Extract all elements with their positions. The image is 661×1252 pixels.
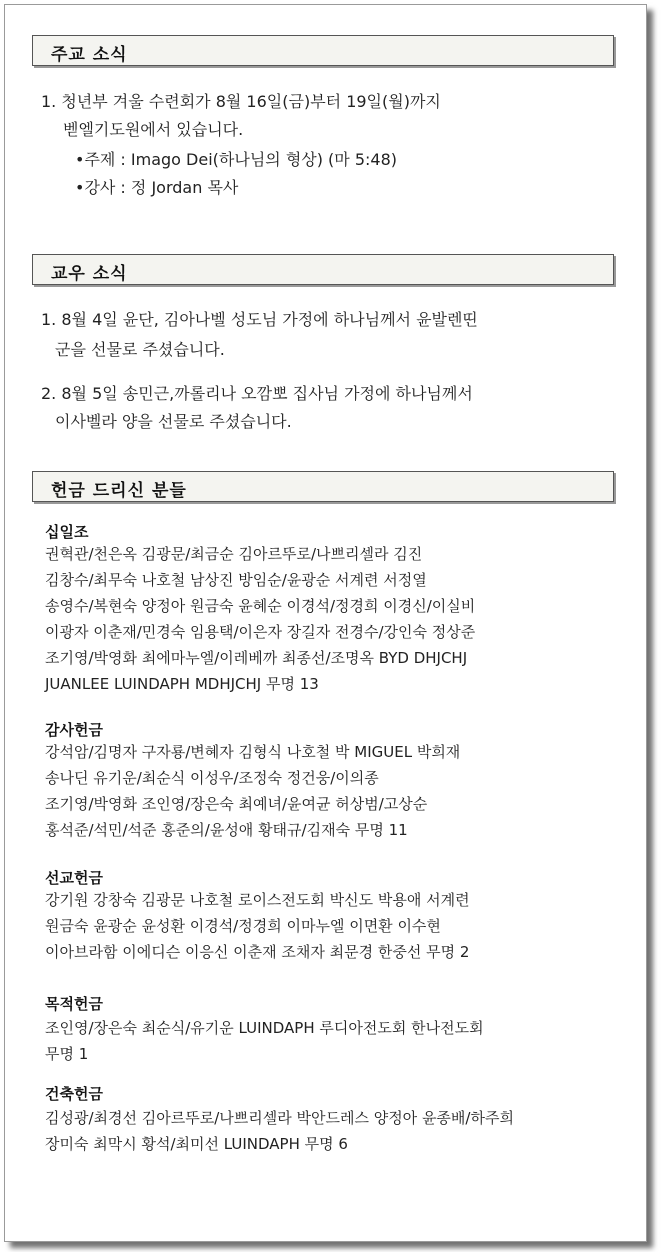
bulletin-page [4, 4, 647, 1242]
section-title: 헌금 드리신 분들 [51, 481, 187, 501]
offering-group-label: 감사헌금 [45, 721, 103, 739]
offering-group-label: 십일조 [45, 523, 89, 541]
offering-group-label: 건축헌금 [45, 1085, 103, 1103]
member-news-line: 군을 선물로 주셨습니다. [55, 340, 225, 359]
offering-names-line: 조인영/장은숙 최순식/유기운 LUINDAPH 루디아전도회 한나전도회 [45, 1019, 484, 1037]
offering-names-line: 송영수/복현숙 양정아 원금숙 윤혜순 이경석/정경희 이경신/이실비 [45, 597, 476, 615]
offering-names-line: 무명 1 [45, 1045, 89, 1063]
offering-names-line: 조기영/박영화 조인영/장은숙 최예녀/윤여균 허상범/고상순 [45, 795, 428, 813]
member-news-line: 1. 8월 4일 윤단, 김아나벨 성도님 가정에 하나님께서 윤발렌띤 [41, 310, 478, 329]
church-news-theme: •주제 : Imago Dei(하나님의 형상) (마 5:48) [75, 150, 398, 169]
church-news-line: 벧엘기도원에서 있습니다. [63, 120, 244, 139]
offering-names-line: JUANLEE LUINDAPH MDHJCHJ 무명 13 [45, 675, 319, 693]
offering-names-line: 이아브라함 이에디슨 이응신 이춘재 조채자 최문경 한중선 무명 2 [45, 943, 470, 961]
offering-group-label: 목적헌금 [45, 995, 103, 1013]
church-news-line: 1. 청년부 겨울 수련회가 8월 16일(금)부터 19일(월)까지 [41, 92, 441, 111]
offering-names-line: 홍석준/석민/석준 홍준의/윤성애 황태규/김재숙 무명 11 [45, 821, 408, 839]
offering-names-line: 강석암/김명자 구자룡/변혜자 김형식 나호철 박 MIGUEL 박희재 [45, 743, 461, 761]
offering-names-line: 송나딘 유기운/최순식 이성우/조정숙 정건웅/이의종 [45, 769, 379, 787]
offering-names-line: 장미숙 최막시 황석/최미선 LUINDAPH 무명 6 [45, 1135, 348, 1153]
offering-names-line: 권혁관/천은옥 김광문/최금순 김아르뚜로/나쁘리셀라 김진 [45, 545, 423, 563]
section-title: 주교 소식 [51, 45, 128, 65]
offering-names-line: 조기영/박영화 최에마누엘/이레베까 최종선/조명옥 BYD DHJCHJ [45, 649, 468, 667]
section-header-church-news [32, 35, 614, 66]
member-news-line: 2. 8월 5일 송민근,까롤리나 오깜뽀 집사님 가정에 하나님께서 [41, 384, 473, 403]
section-header-offerings [32, 471, 614, 502]
member-news-line: 이사벨라 양을 선물로 주셨습니다. [55, 412, 292, 431]
offering-group-label: 선교헌금 [45, 869, 103, 887]
offering-names-line: 이광자 이춘재/민경숙 임용택/이은자 장길자 전경수/강인숙 정상준 [45, 623, 476, 641]
church-news-speaker: •강사 : 정 Jordan 목사 [75, 178, 239, 197]
section-title: 교우 소식 [51, 264, 128, 284]
offering-names-line: 김창수/최무숙 나호철 남상진 방임순/윤광순 서계련 서정열 [45, 571, 427, 589]
offering-names-line: 강기원 강창숙 김광문 나호철 로이스전도회 박신도 박용애 서계련 [45, 891, 470, 909]
section-header-member-news [32, 254, 614, 285]
offering-names-line: 원금숙 윤광순 윤성환 이경석/정경희 이마누엘 이면환 이수현 [45, 917, 441, 935]
offering-names-line: 김성광/최경선 김아르뚜로/나쁘리셀라 박안드레스 양정아 윤종배/하주희 [45, 1109, 514, 1127]
